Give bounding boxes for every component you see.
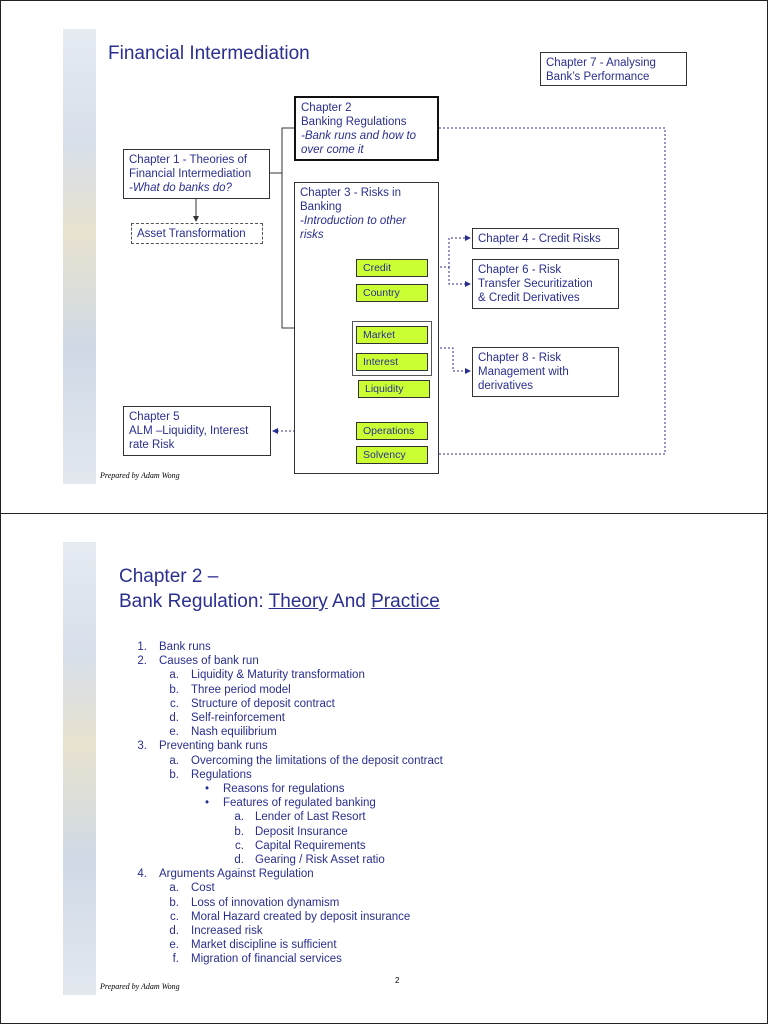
risk-interest: Interest [356, 353, 428, 371]
title-prefix: Bank Regulation: [119, 591, 269, 612]
outline-text: Capital Requirements [255, 839, 366, 852]
chapter-7-box [540, 52, 687, 86]
outline-marker: c. [235, 839, 244, 852]
outline-marker: d. [169, 925, 179, 937]
chapter-8-line1: Chapter 8 - Risk [478, 352, 562, 364]
outline-text: Arguments Against Regulation [159, 868, 314, 881]
chapter-1-box [123, 149, 270, 199]
slide-title: Financial Intermediation [108, 43, 310, 64]
page-number: 2 [395, 976, 400, 985]
outline-text: Increased risk [191, 925, 263, 937]
chapter-5-line2: ALM –Liquidity, Interest [129, 425, 249, 437]
chapter-1-line2: Financial Intermediation [129, 168, 252, 180]
outline-text: Market discipline is sufficient [191, 939, 337, 952]
outline-marker: a. [234, 811, 244, 824]
outline-marker: d. [234, 854, 244, 866]
outline-text: Nash equilibrium [191, 726, 277, 739]
outline-text: Migration of financial services [191, 953, 342, 966]
outline-marker: 2. [137, 655, 147, 668]
outline-text: Deposit Insurance [255, 825, 348, 838]
outline-text: Bank runs [159, 641, 211, 653]
outline-marker: b. [234, 825, 244, 838]
outline-text: Reasons for regulations [223, 783, 345, 795]
chapter-6-line2: Transfer Securitization [478, 278, 593, 290]
chapter-3-line3: -Introduction to other [300, 215, 407, 227]
decorative-strip [63, 542, 96, 995]
outline-text: Cost [191, 882, 215, 895]
chapter-2-line2: Banking Regulations [301, 116, 407, 128]
outline-text: Overcoming the limitations of the deposit contract [191, 754, 443, 767]
outline-text: Causes of bank run [159, 655, 259, 668]
chapter-5-line3: rate Risk [129, 439, 175, 451]
chapter-2-line1: Chapter 2 [301, 102, 352, 114]
asset-transformation-box: Asset Transformation [131, 223, 263, 244]
chapter-6-line1: Chapter 6 - Risk [478, 264, 562, 276]
outline-text: Moral Hazard created by deposit insurance [191, 910, 411, 923]
title-theory: Theory [268, 591, 328, 612]
chapter-7-line2: Bank’s Performance [546, 71, 650, 83]
chapter-6-line3: & Credit Derivatives [478, 292, 580, 304]
title-line2 [119, 589, 440, 614]
chapter-5-line1: Chapter 5 [129, 411, 180, 423]
risk-market: Market [356, 326, 428, 344]
outline-text: Three period model [191, 683, 291, 696]
title-line1: Chapter 2 – [119, 566, 219, 587]
outline-text: Loss of innovation dynamism [191, 896, 340, 909]
chapter-2-line4: over come it [301, 144, 364, 156]
chapter-3-line1: Chapter 3 - Risks in [300, 187, 401, 199]
chapter-8-line3: derivatives [478, 380, 533, 392]
outline-marker: • [204, 797, 209, 810]
chapter-8-line2: Management with [478, 366, 569, 378]
slide-footer: Prepared by Adam Wong [100, 471, 180, 480]
slide-footer: Prepared by Adam Wong [100, 982, 180, 991]
outline-marker: f. [172, 953, 179, 966]
risk-solvency: Solvency [356, 446, 428, 464]
outline-marker: b. [169, 896, 179, 909]
slide-title [119, 564, 440, 614]
outline-marker: 4. [137, 868, 147, 881]
outline-marker: c. [170, 910, 179, 923]
outline-text: Liquidity & Maturity transformation [191, 669, 365, 682]
title-practice: Practice [371, 591, 440, 612]
outline-text: Preventing bank runs [159, 740, 268, 753]
outline-text: Structure of deposit contract [191, 697, 335, 710]
outline-marker: a. [169, 882, 179, 895]
risk-credit: Credit [356, 259, 428, 277]
chapter-1-line3: -What do banks do? [129, 182, 232, 194]
outline-marker: e. [169, 726, 179, 739]
chapter-3-line2: Banking [300, 201, 342, 213]
outline-marker: 3. [137, 740, 147, 753]
slide-chapter-2 [0, 513, 768, 1024]
chapter-2-line3: -Bank runs and how to [301, 130, 417, 142]
chapter-8-box [472, 347, 619, 397]
title-and: And [327, 591, 372, 612]
outline-marker: 1. [137, 641, 147, 653]
risk-country: Country [356, 284, 428, 302]
outline-text: Gearing / Risk Asset ratio [255, 854, 385, 866]
chapter-2-box [294, 96, 439, 161]
outline-marker: a. [169, 669, 179, 682]
risk-operations: Operations [356, 422, 428, 440]
outline-marker: c. [170, 697, 179, 710]
outline-marker: a. [169, 754, 179, 767]
outline-text: Lender of Last Resort [255, 811, 366, 824]
chapter-5-box [123, 406, 271, 456]
outline-marker: e. [169, 939, 179, 952]
outline-marker: d. [169, 712, 179, 724]
outline-text: Regulations [191, 768, 252, 781]
outline-marker: b. [169, 683, 179, 696]
outline-marker: b. [169, 768, 179, 781]
chapter-7-line1: Chapter 7 - Analysing [546, 57, 656, 69]
chapter-1-line1: Chapter 1 - Theories of [129, 154, 248, 166]
chapter-3-line4: risks [300, 229, 324, 241]
risk-liquidity: Liquidity [358, 380, 430, 398]
chapter-6-box [472, 259, 619, 309]
outline-marker: • [204, 783, 209, 795]
outline-text: Features of regulated banking [223, 797, 376, 810]
chapter-4-box: Chapter 4 - Credit Risks [472, 228, 619, 249]
outline-text: Self-reinforcement [191, 712, 285, 724]
